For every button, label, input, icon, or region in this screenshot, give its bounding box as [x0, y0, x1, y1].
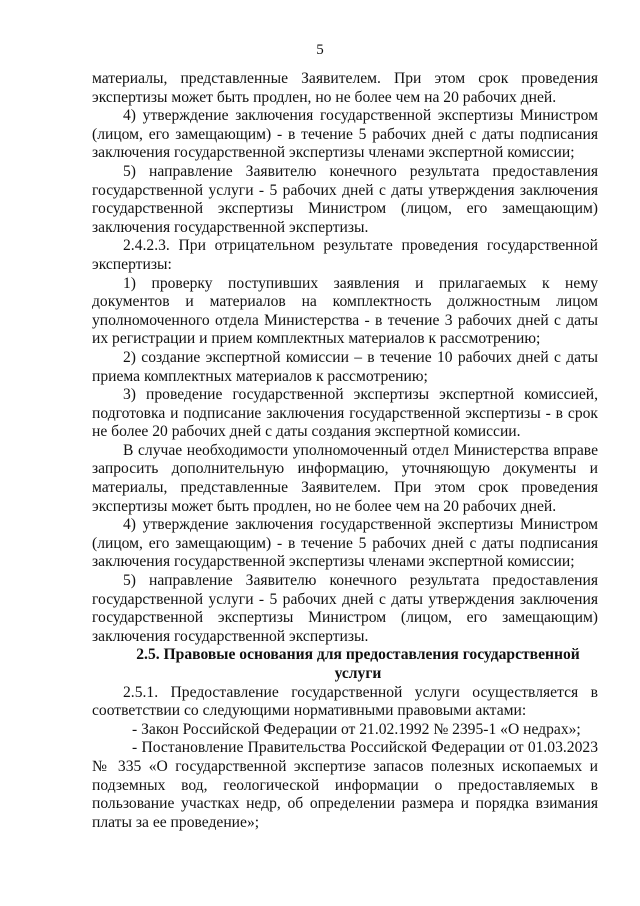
paragraph-item-4-approval-2: 4) утверждение заключения государственной экспертизы Министром (лицом, его замещающим) - в течение 5 рабочих дней с даты подписания заключения государственной экспертизы членами экспертной комиссии; [92, 516, 598, 571]
paragraph-additional-info: В случае необходимости уполномоченный отдел Министерства вправе запросить дополнительную информацию, уточняющую документы и материалы, представленные Заявителем. При этом срок проведения экспертизы может быть продлен, но не более чем на 20 рабочих дней. [92, 441, 598, 515]
paragraph-item-2-commission: 2) создание экспертной комиссии – в течение 10 рабочих дней с даты приема комплектных материалов к рассмотрению; [92, 348, 598, 385]
section-heading: 2.5. Правовые основания для предоставления государственной услуги [136, 646, 580, 682]
paragraph-continuation: материалы, представленные Заявителем. При этом срок проведения экспертизы может быть продлен, но не более чем на 20 рабочих дней. [92, 70, 598, 106]
document-body [92, 70, 598, 832]
paragraph-item-3-expertise: 3) проведение государственной экспертизы экспертной комиссией, подготовка и подписание заключения государственной экспертизы - в срок не более 20 рабочих дней с даты создания экспертной комиссии. [92, 386, 598, 441]
paragraph-item-4-approval: 4) утверждение заключения государственной экспертизы Министром (лицом, его замещающим) - в течение 5 рабочих дней с даты подписания заключения государственной экспертизы членами экспертной комиссии; [92, 107, 598, 162]
paragraph-government-decree: - Постановление Правительства Российской Федерации от 01.03.2023 № 335 «О государственной экспертизе запасов полезных ископаемых и подземных вод, геологической информации о предоставляемых в пользование участках недр, об определении размера и порядка взимания платы за ее проведение»; [92, 739, 598, 831]
paragraph-clause-2-5-1: 2.5.1. Предоставление государственной услуги осуществляется в соответствии со следующими нормативными правовыми актами: [92, 683, 598, 720]
paragraph-item-5-result: 5) направление Заявителю конечного результата предоставления государственной услуги - 5 рабочих дней с даты утверждения заключения государственной экспертизы Министром (лицом, его замещающим) заключения государственной экспертизы. [92, 162, 598, 236]
paragraph-law-subsoil: - Закон Российской Федерации от 21.02.1992 № 2395-1 «О недрах»; [132, 720, 581, 738]
page-number: 5 [316, 42, 324, 58]
paragraph-item-1-check: 1) проверку поступивших заявления и прилагаемых к нему документов и материалов на комплектность должностным лицом уполномоченного отдела Министерства - в течение 3 рабочих дней с даты их регистрации и прием комплектных материалов к рассмотрению; [92, 274, 598, 348]
paragraph-item-5-result-2: 5) направление Заявителю конечного результата предоставления государственной услуги - 5 рабочих дней с даты утверждения заключения государственной экспертизы Министром (лицом, его замещающим) заключения государственной экспертизы. [92, 572, 598, 645]
paragraph-clause-2-4-2-3: 2.4.2.3. При отрицательном результате проведения государственной экспертизы: [92, 237, 598, 273]
